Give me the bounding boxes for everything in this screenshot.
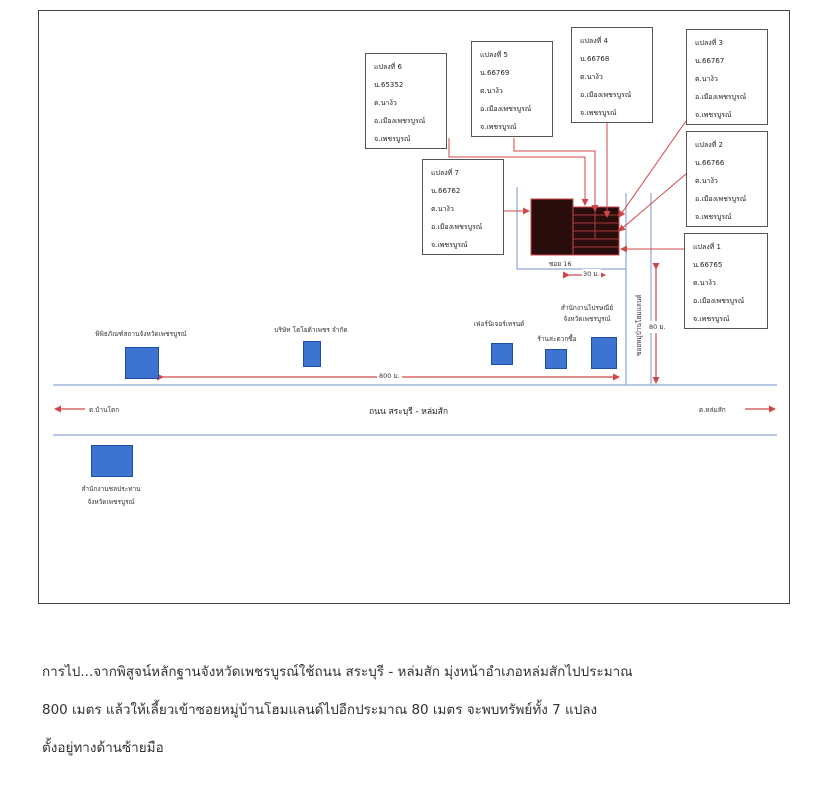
left-direction-label: ต.บ้านโตก: [89, 406, 120, 414]
irrigation-office-label: สำนักงานชลประทาน จังหวัดเพชรบูรณ์: [81, 485, 141, 506]
plot-box-7: [422, 159, 504, 255]
plot-label: แปลงที่ 6: [374, 63, 402, 71]
plot-box-2: [686, 131, 768, 227]
plot-box-5: [471, 41, 553, 137]
plot-subdistrict: ต.นาง้ว: [695, 75, 718, 83]
shop-building: [545, 349, 567, 369]
plot-label: แปลงที่ 2: [695, 141, 723, 149]
plot-district: อ.เมืองเพชรบูรณ์: [693, 297, 745, 305]
post-office-building: [591, 337, 617, 369]
plot-district: อ.เมืองเพชรบูรณ์: [580, 91, 632, 99]
plot-district: อ.เมืองเพชรบูรณ์: [695, 93, 747, 101]
plot-subdistrict: ต.นาง้ว: [693, 279, 716, 287]
road-name: ถนน สระบุรี - หล่มสัก: [369, 407, 448, 417]
plot-box-3: [686, 29, 768, 125]
museum-label: พิพิธภัณฑ์สถานจังหวัดเพชรบูรณ์: [95, 330, 187, 338]
company-label: บริษัท โตโยต้าเพชร จำกัด: [274, 326, 348, 334]
plot-label: แปลงที่ 1: [693, 243, 721, 251]
company-building: [303, 341, 321, 367]
soi-16-label: ซอย 16: [549, 260, 572, 268]
plot-subdistrict: ต.นาง้ว: [695, 177, 718, 185]
description-line: การไป...จากพิสูจน์หลักฐานจังหวัดเพชรบูรณ์ใช้ถนน สระบุรี - หล่มสัก มุ่งหน้าอำเภอหล่มสักไปประมาณ: [42, 664, 633, 680]
plot-province: จ.เพชรบูรณ์: [374, 135, 411, 143]
plot-district: อ.เมืองเพชรบูรณ์: [695, 195, 747, 203]
plot-label: แปลงที่ 5: [480, 51, 508, 59]
plot-label: แปลงที่ 4: [580, 37, 608, 45]
distance-800-label: 800 ม.: [379, 372, 400, 380]
right-direction-label: ต.หล่มสัก: [699, 406, 726, 414]
plot-box-4: [571, 27, 653, 123]
furniture-building: [491, 343, 513, 365]
plot-province: จ.เพชรบูรณ์: [695, 213, 732, 221]
plot-subdistrict: ต.นาง้ว: [431, 205, 454, 213]
plot-province: จ.เพชรบูรณ์: [695, 111, 732, 119]
shop-label: ร้านสะดวกซื้อ: [537, 335, 577, 343]
plot-deed: น.66765: [693, 261, 723, 269]
museum-building: [125, 347, 159, 379]
post-office-label: สำนักงานไปรษณีย์ จังหวัดเพชรบูรณ์: [560, 304, 614, 323]
plot-subdistrict: ต.นาง้ว: [580, 73, 603, 81]
distance-80-label: 80 ม.: [649, 323, 666, 331]
plot-deed: น.65352: [374, 81, 404, 89]
plot-box-6: [365, 53, 447, 149]
plot-box-1: [684, 233, 768, 329]
plot-deed: น.66767: [695, 57, 725, 65]
plot-subdistrict: ต.นาง้ว: [480, 87, 503, 95]
plot-deed: น.66762: [431, 187, 461, 195]
plot-deed: น.66768: [580, 55, 610, 63]
furniture-label: เฟอร์นิเจอร์เทรนด์: [473, 320, 525, 328]
plot-district: อ.เมืองเพชรบูรณ์: [374, 117, 426, 125]
plot-7-shape: [531, 199, 573, 255]
plot-province: จ.เพชรบูรณ์: [580, 109, 617, 117]
plot-district: อ.เมืองเพชรบูรณ์: [431, 223, 483, 231]
plot-subdistrict: ต.นาง้ว: [374, 99, 397, 107]
route-description: [42, 659, 772, 761]
irrigation-office-building: [91, 445, 133, 477]
location-map: [38, 10, 790, 604]
plot-province: จ.เพชรบูรณ์: [480, 123, 517, 131]
plot-label: แปลงที่ 3: [695, 39, 723, 47]
plot-province: จ.เพชรบูรณ์: [693, 315, 730, 323]
plot-deed: น.66766: [695, 159, 725, 167]
plot-district: อ.เมืองเพชรบูรณ์: [480, 105, 532, 113]
distance-30-label: 30 ม.: [583, 270, 600, 278]
description-line: ตั้งอยู่ทางด้านซ้ายมือ: [42, 740, 164, 756]
description-line: 800 เมตร แล้วให้เลี้ยวเข้าซอยหมู่บ้านโฮมแลนด์ไปอีกประมาณ 80 เมตร จะพบทรัพย์ทั้ง 7 แปลง: [42, 702, 598, 718]
village-soi-label: ซอยหมู่บ้านโฮมแลนด์: [635, 294, 643, 356]
plot-province: จ.เพชรบูรณ์: [431, 241, 468, 249]
plot-label: แปลงที่ 7: [431, 169, 459, 177]
plot-deed: น.66769: [480, 69, 510, 77]
